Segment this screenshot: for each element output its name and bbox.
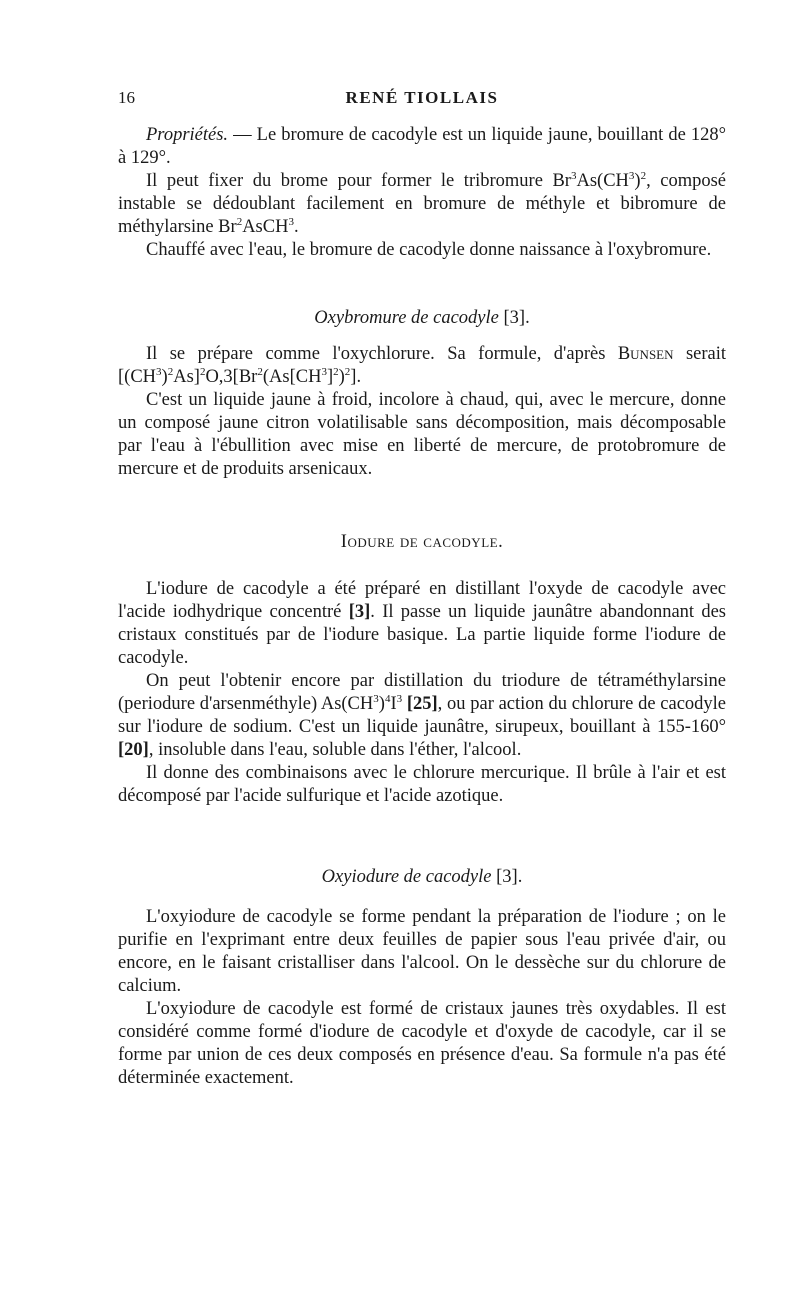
properties-label: Propriétés. [146, 125, 229, 145]
text-run: , insoluble dans l'eau, soluble dans l'éther, l'alcool. [148, 740, 522, 760]
heading-iodure: Iodure de cacodyle. [340, 532, 504, 552]
reference: [3] [348, 602, 371, 622]
superscript: 2 [257, 365, 263, 378]
text-run: I [390, 694, 397, 714]
text-run: As] [173, 367, 200, 387]
text-run: AsCH [242, 217, 289, 237]
paragraph: L'oxyiodure de cacodyle se forme pendant la préparation de l'iodure ; on le purifie en l'exprimant entre deux feuilles de papier sous l'eau privée d'air, ou encore, en le faisant cristalliser dans l'alcool. On le dessèche sur du chlorure de calcium. [118, 907, 726, 996]
heading-oxybromure [118, 307, 726, 330]
superscript: 4 [384, 692, 391, 705]
text-run: (As[CH [262, 367, 322, 387]
page-number: 16 [118, 88, 135, 107]
superscript: 3 [321, 365, 327, 378]
text-run: Il se prépare comme l'oxychlorure. Sa formule, d'après [146, 344, 618, 364]
superscript: 3 [628, 169, 635, 182]
text-run: ) [338, 367, 345, 387]
heading-title: Oxyiodure de cacodyle [321, 867, 492, 887]
section-iodure [118, 578, 726, 808]
heading-title: Oxybromure de cacodyle [314, 308, 499, 328]
paragraph: Chauffé avec l'eau, le bromure de cacodyle donne naissance à l'oxybromure. [146, 240, 712, 260]
section-oxybromure [118, 343, 726, 481]
superscript: 2 [344, 365, 351, 378]
running-head-author: RENÉ TIOLLAIS [345, 88, 499, 107]
superscript: 3 [156, 365, 162, 378]
text-run: As(CH [576, 171, 629, 191]
text-run: ) [634, 171, 641, 191]
paragraph: C'est un liquide jaune à froid, incolore à chaud, qui, avec le mercure, donne un composé jaune citron volatilisable sans décomposition, mais décomposable par l'eau à l'ébullition avec mise en liberté de mercure, de protobromure de mercure et de produits arsenicaux. [118, 390, 726, 479]
text-run: ] [326, 367, 334, 387]
paragraph [118, 343, 726, 389]
text-run: Il peut fixer du brome pour former le tribromure Br [146, 171, 571, 191]
text-run: , ou par action du chlorure de cacodyle sur l'iodure de sodium. C'est un liquide jaunâtre, sirupeux, bouillant à 155-160° [118, 694, 727, 737]
superscript: 2 [236, 215, 243, 228]
text-run: ) [161, 367, 168, 387]
paragraph: Il donne des combinaisons avec le chlorure mercurique. Il brûle à l'air et est décomposé par l'acide sulfurique et l'acide azotique. [118, 763, 726, 806]
text-run: ]. [350, 367, 362, 387]
paragraph [118, 578, 726, 670]
paragraph: L'oxyiodure de cacodyle est formé de cristaux jaunes très oxydables. Il est considéré comme formé d'iodure de cacodyle et d'oxyde de cacodyle, car il se forme par union de ces deux composés en présence d'eau. Sa formule n'a pas été déterminée exactement. [118, 999, 726, 1088]
text-run: ) [378, 694, 385, 714]
text-run: O,3[Br [205, 367, 258, 387]
running-head [118, 88, 726, 114]
reference: [25] [406, 694, 438, 714]
paragraph [118, 124, 726, 170]
paragraph-text: — Le bromure de cacodyle est un liquide jaune, bouillant de 128° à 129°. [118, 125, 726, 168]
text-run: . Il passe un liquide jaunâtre abandonnant des cristaux constitués par de l'iodure basique. La partie liquide forme l'iodure de cacodyle. [118, 602, 727, 668]
superscript: 2 [167, 365, 174, 378]
text-run: . [293, 217, 299, 237]
superscript: 2 [199, 365, 206, 378]
heading-reference: [3]. [498, 308, 530, 328]
superscript: 3 [373, 692, 379, 705]
text-run: , composé instable se dédoublant facilement en bromure de méthyle et bibromure de méthylarsine Br [118, 171, 726, 237]
superscript: 3 [396, 692, 403, 705]
paragraph [118, 670, 726, 762]
section-oxyiodure [118, 906, 726, 1090]
superscript: 3 [288, 215, 294, 228]
text-run: serait [(CH [118, 344, 727, 387]
paragraph [118, 170, 726, 239]
text-run: L'iodure de cacodyle a été préparé en distillant l'oxyde de cacodyle avec l'acide iodhydrique concentré [118, 579, 726, 622]
superscript: 3 [570, 169, 577, 182]
superscript: 2 [333, 365, 339, 378]
heading-oxyiodure [118, 866, 726, 889]
superscript: 2 [640, 169, 647, 182]
heading-reference: [3]. [491, 867, 523, 887]
section-bromure-properties [118, 124, 726, 262]
text-run: On peut l'obtenir encore par distillation du triodure de tétraméthylarsine (periodure d'arsenméthyle) As(CH [118, 671, 726, 714]
author-name: Bunsen [617, 344, 674, 364]
reference: [20] [118, 740, 149, 760]
